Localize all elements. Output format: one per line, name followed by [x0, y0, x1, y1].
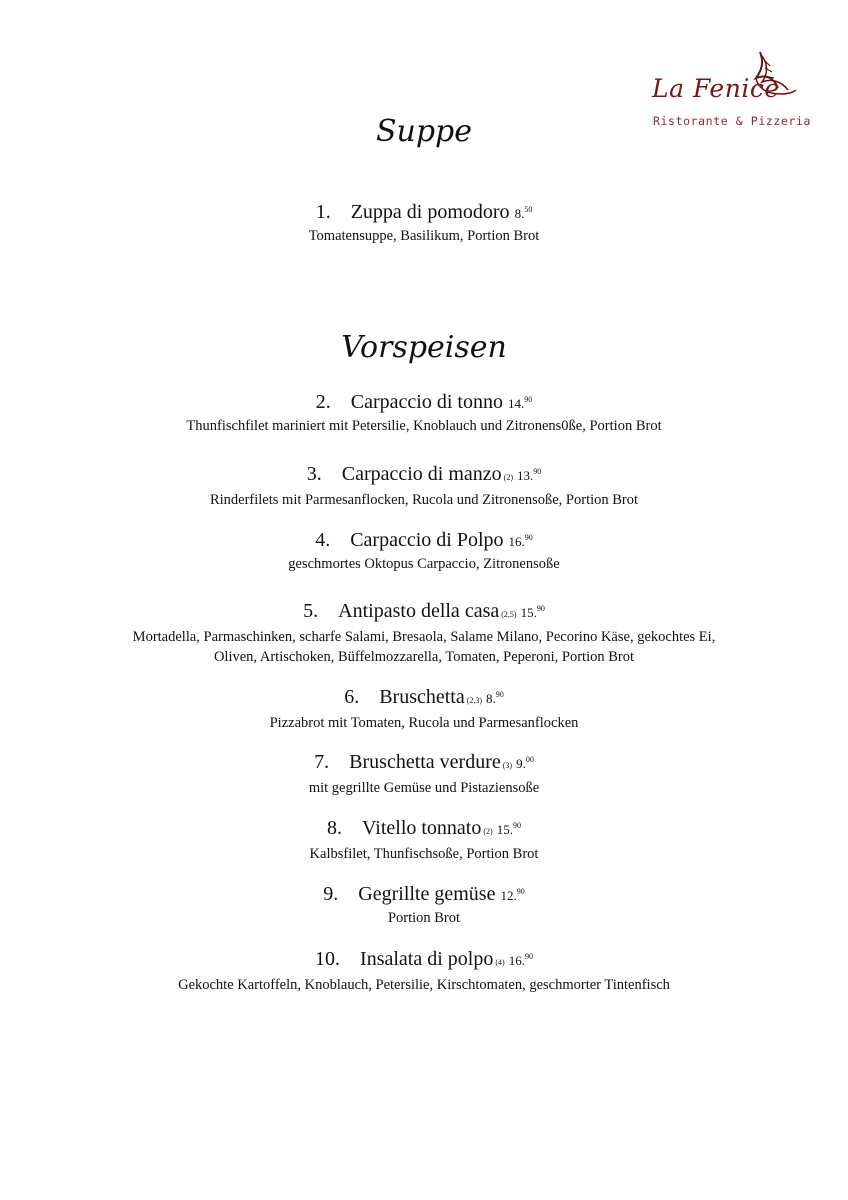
menu-item-price: [497, 822, 521, 837]
allergen-code: (4): [495, 958, 505, 967]
menu-item: [0, 198, 848, 246]
menu-item-name: Antipasto della casa: [338, 600, 500, 622]
price-main: 8.: [514, 206, 525, 221]
menu-item: [0, 460, 848, 510]
menu-item-description: geschmortes Oktopus Carpaccio, Zitronensoße: [288, 556, 560, 572]
menu-item-description: Oliven, Artischoken, Büffelmozzarella, Tomaten, Peperoni, Portion Brot: [213, 649, 635, 665]
menu-item: [0, 748, 848, 798]
menu-item-price: [486, 691, 504, 706]
menu-item-heading: [0, 597, 848, 627]
menu-item-description: Pizzabrot mit Tomaten, Rucola und Parmesanflocken: [269, 715, 579, 731]
price-main: 13.: [517, 468, 534, 483]
menu-item-description: Mortadella, Parmaschinken, scharfe Salami, Bresaola, Salame Milano, Pecorino Käse, gekochtes Ei,: [132, 629, 716, 645]
menu-item-heading: [0, 880, 848, 908]
price-main: 12.: [500, 888, 517, 903]
menu-item-price: [509, 534, 533, 549]
menu-item-number: 2.: [315, 391, 331, 413]
logo-name: La Fenice: [652, 74, 780, 103]
menu-item-number: 10.: [315, 948, 341, 970]
menu-item-description: Rinderfilets mit Parmesanflocken, Rucola und Zitronensoße, Portion Brot: [209, 492, 639, 508]
price-cents: 90: [512, 821, 521, 830]
menu-item: [0, 597, 848, 667]
logo-subtitle: Ristorante & Pizzeria: [653, 114, 811, 128]
menu-item-price: [515, 206, 533, 221]
price-cents: 90: [495, 690, 504, 699]
price-cents: 90: [524, 395, 533, 404]
menu-item-price: [500, 888, 524, 903]
section-title-vorspeisen: Vorspeisen: [341, 330, 507, 365]
menu-item-description: Kalbsfilet, Thunfischsoße, Portion Brot: [309, 846, 539, 862]
price-main: 16.: [508, 953, 525, 968]
menu-item-name: Carpaccio di tonno: [350, 391, 503, 413]
menu-item-name: Vitello tonnato: [362, 817, 482, 839]
menu-item: [0, 683, 848, 733]
menu-item-heading: [0, 198, 848, 226]
price-main: 14.: [507, 396, 525, 411]
price-main: 16.: [508, 534, 525, 549]
price-main: 15.: [520, 605, 537, 620]
menu-item: [0, 880, 848, 928]
menu-item-number: 6.: [344, 686, 360, 708]
menu-item-price: [516, 756, 534, 771]
menu-item-price: [517, 468, 541, 483]
allergen-code: (2,3): [466, 696, 483, 705]
menu-item-name: Gegrillte gemüse: [358, 883, 496, 905]
menu-item-number: 4.: [315, 529, 331, 551]
allergen-code: (2): [503, 473, 513, 482]
menu-item-description: Portion Brot: [387, 910, 461, 926]
menu-item-number: 8.: [327, 817, 343, 839]
price-main: 15.: [496, 822, 513, 837]
menu-item-name: Insalata di polpo: [360, 948, 494, 970]
allergen-code: (2): [483, 827, 493, 836]
menu-item-name: Bruschetta verdure: [349, 751, 501, 773]
menu-item-heading: [0, 526, 848, 554]
menu-item-number: 5.: [303, 600, 319, 622]
menu-item: [0, 526, 848, 574]
menu-item-price: [521, 605, 545, 620]
price-cents: 90: [533, 467, 542, 476]
menu-item-description: Thunfischfilet mariniert mit Petersilie, Knoblauch und Zitronens0ße, Portion Brot: [186, 418, 662, 434]
menu-item-price: [509, 953, 533, 968]
price-cents: 00: [525, 755, 534, 764]
price-cents: 90: [516, 887, 525, 896]
price-cents: 90: [536, 604, 545, 613]
price-main: 8.: [486, 691, 496, 706]
menu-item-number: 3.: [306, 463, 322, 485]
menu-item-heading: [0, 814, 848, 844]
menu-item: [0, 814, 848, 864]
price-cents: 90: [524, 952, 533, 961]
allergen-code: (3): [502, 761, 513, 770]
section-title-suppe: Suppe: [375, 114, 473, 149]
menu-item-description: mit gegrillte Gemüse und Pistaziensoße: [308, 780, 540, 796]
menu-item-name: Carpaccio di Polpo: [350, 529, 504, 551]
menu-item-number: 9.: [323, 883, 339, 905]
menu-item: [0, 388, 848, 436]
menu-item-heading: [0, 683, 848, 713]
menu-item: [0, 945, 848, 995]
price-cents: 90: [524, 533, 533, 542]
menu-item-number: 1.: [315, 201, 331, 223]
allergen-code: (2,5): [501, 610, 517, 619]
menu-item-heading: [0, 945, 848, 975]
menu-item-heading: [0, 388, 848, 416]
menu-item-heading: [0, 460, 848, 490]
menu-item-description: Tomatensuppe, Basilikum, Portion Brot: [308, 228, 540, 244]
price-cents: 50: [524, 205, 533, 214]
menu-item-heading: [0, 748, 848, 778]
menu-item-price: [508, 396, 532, 411]
menu-item-number: 7.: [314, 751, 330, 773]
menu-item-name: Bruschetta: [379, 686, 465, 708]
menu-item-description: Gekochte Kartoffeln, Knoblauch, Petersilie, Kirschtomaten, geschmorter Tintenfisch: [178, 977, 670, 993]
menu-item-name: Carpaccio di manzo: [341, 463, 502, 485]
menu-item-name: Zuppa di pomodoro: [350, 201, 510, 223]
price-main: 9.: [516, 756, 526, 771]
